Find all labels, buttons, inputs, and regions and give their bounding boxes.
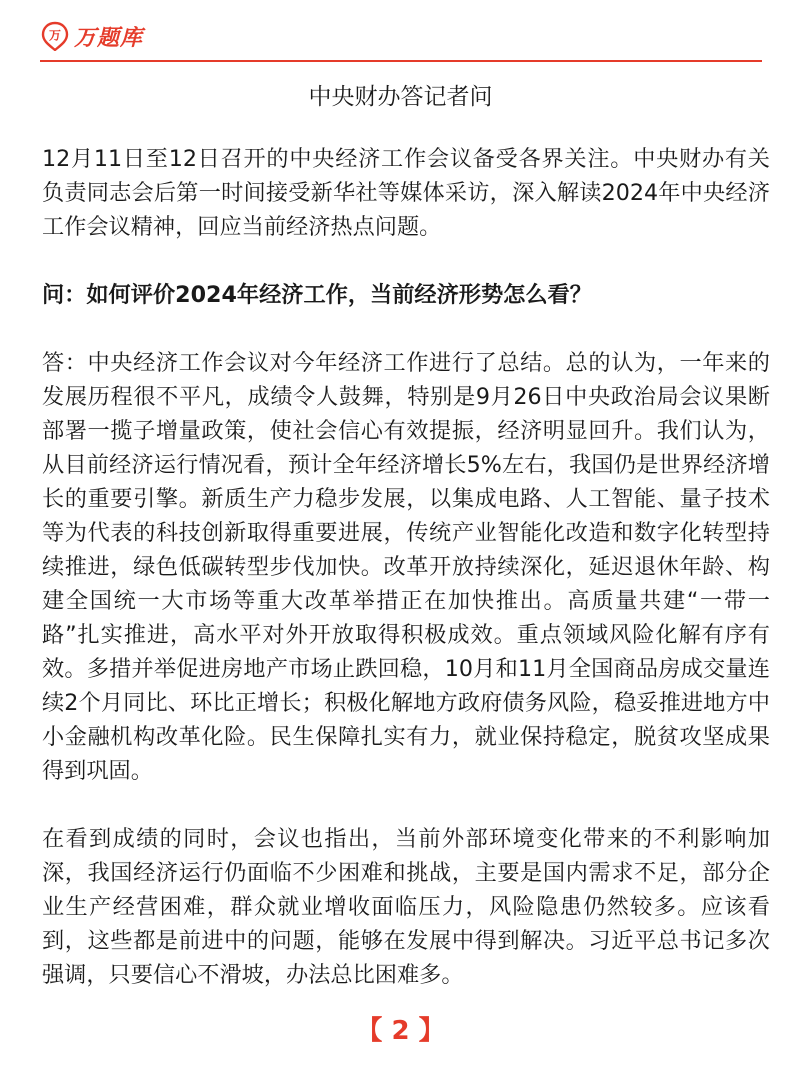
header-divider [40,60,762,62]
answer-paragraph: 答：中央经济工作会议对今年经济工作进行了总结。总的认为，一年来的发展历程很不平凡，成绩令人鼓舞，特别是9月26日中央政治局会议果断部署一揽子增量政策，使社会信心有效提振，经济明显回升。我们认为，从目前经济运行情况看，预计全年经济增长5%左右，我国仍是世界经济增长的重要引擎。新质生产力稳步发展，以集成电路、人工智能、量子技术等为代表的科技创新取得重要进展，传统产业智能化改造和数字化转型持续推进，绿色低碳转型步伐加快。改革开放持续深化，延迟退休年龄、构建全国统一大市场等重大改革举措正在加快推出。高质量共建“一带一路”扎实推进，高水平对外开放取得积极成效。重点领域风险化解有序有效。多措并举促进房地产市场止跌回稳，10月和11月全国商品房成交量连续2个月同比、环比正增长；积极化解地方政府债务风险，稳妥推进地方中小金融机构改革化险。民生保障扎实有力，就业保持稳定，脱贫攻坚成果得到巩固。 [42,350,770,784]
intro-paragraph: 12月11日至12日召开的中央经济工作会议备受各界关注。中央财办有关负责同志会后第一时间接受新华社等媒体采访，深入解读2024年中央经济工作会议精神，回应当前经济热点问题。 [42,146,770,240]
question-heading: 问：如何评价2024年经济工作，当前经济形势怎么看？ [42,282,592,308]
logo-glyph: 万 [48,28,62,43]
brand-header [40,18,143,54]
page-number: 【 2 】 [356,1016,445,1046]
document-title: 中央财办答记者问 [308,84,493,110]
analysis-paragraph: 在看到成绩的同时，会议也指出，当前外部环境变化带来的不利影响加深，我国经济运行仍面临不少困难和挑战，主要是国内需求不足，部分企业生产经营困难，群众就业增收面临压力，风险隐患仍然较多。应该看到，这些都是前进中的问题，能够在发展中得到解决。习近平总书记多次强调，只要信心不滑坡，办法总比困难多。 [42,826,770,988]
logo-icon [40,21,70,51]
document-body [42,142,770,1026]
brand-name: 万题库 [74,25,144,51]
